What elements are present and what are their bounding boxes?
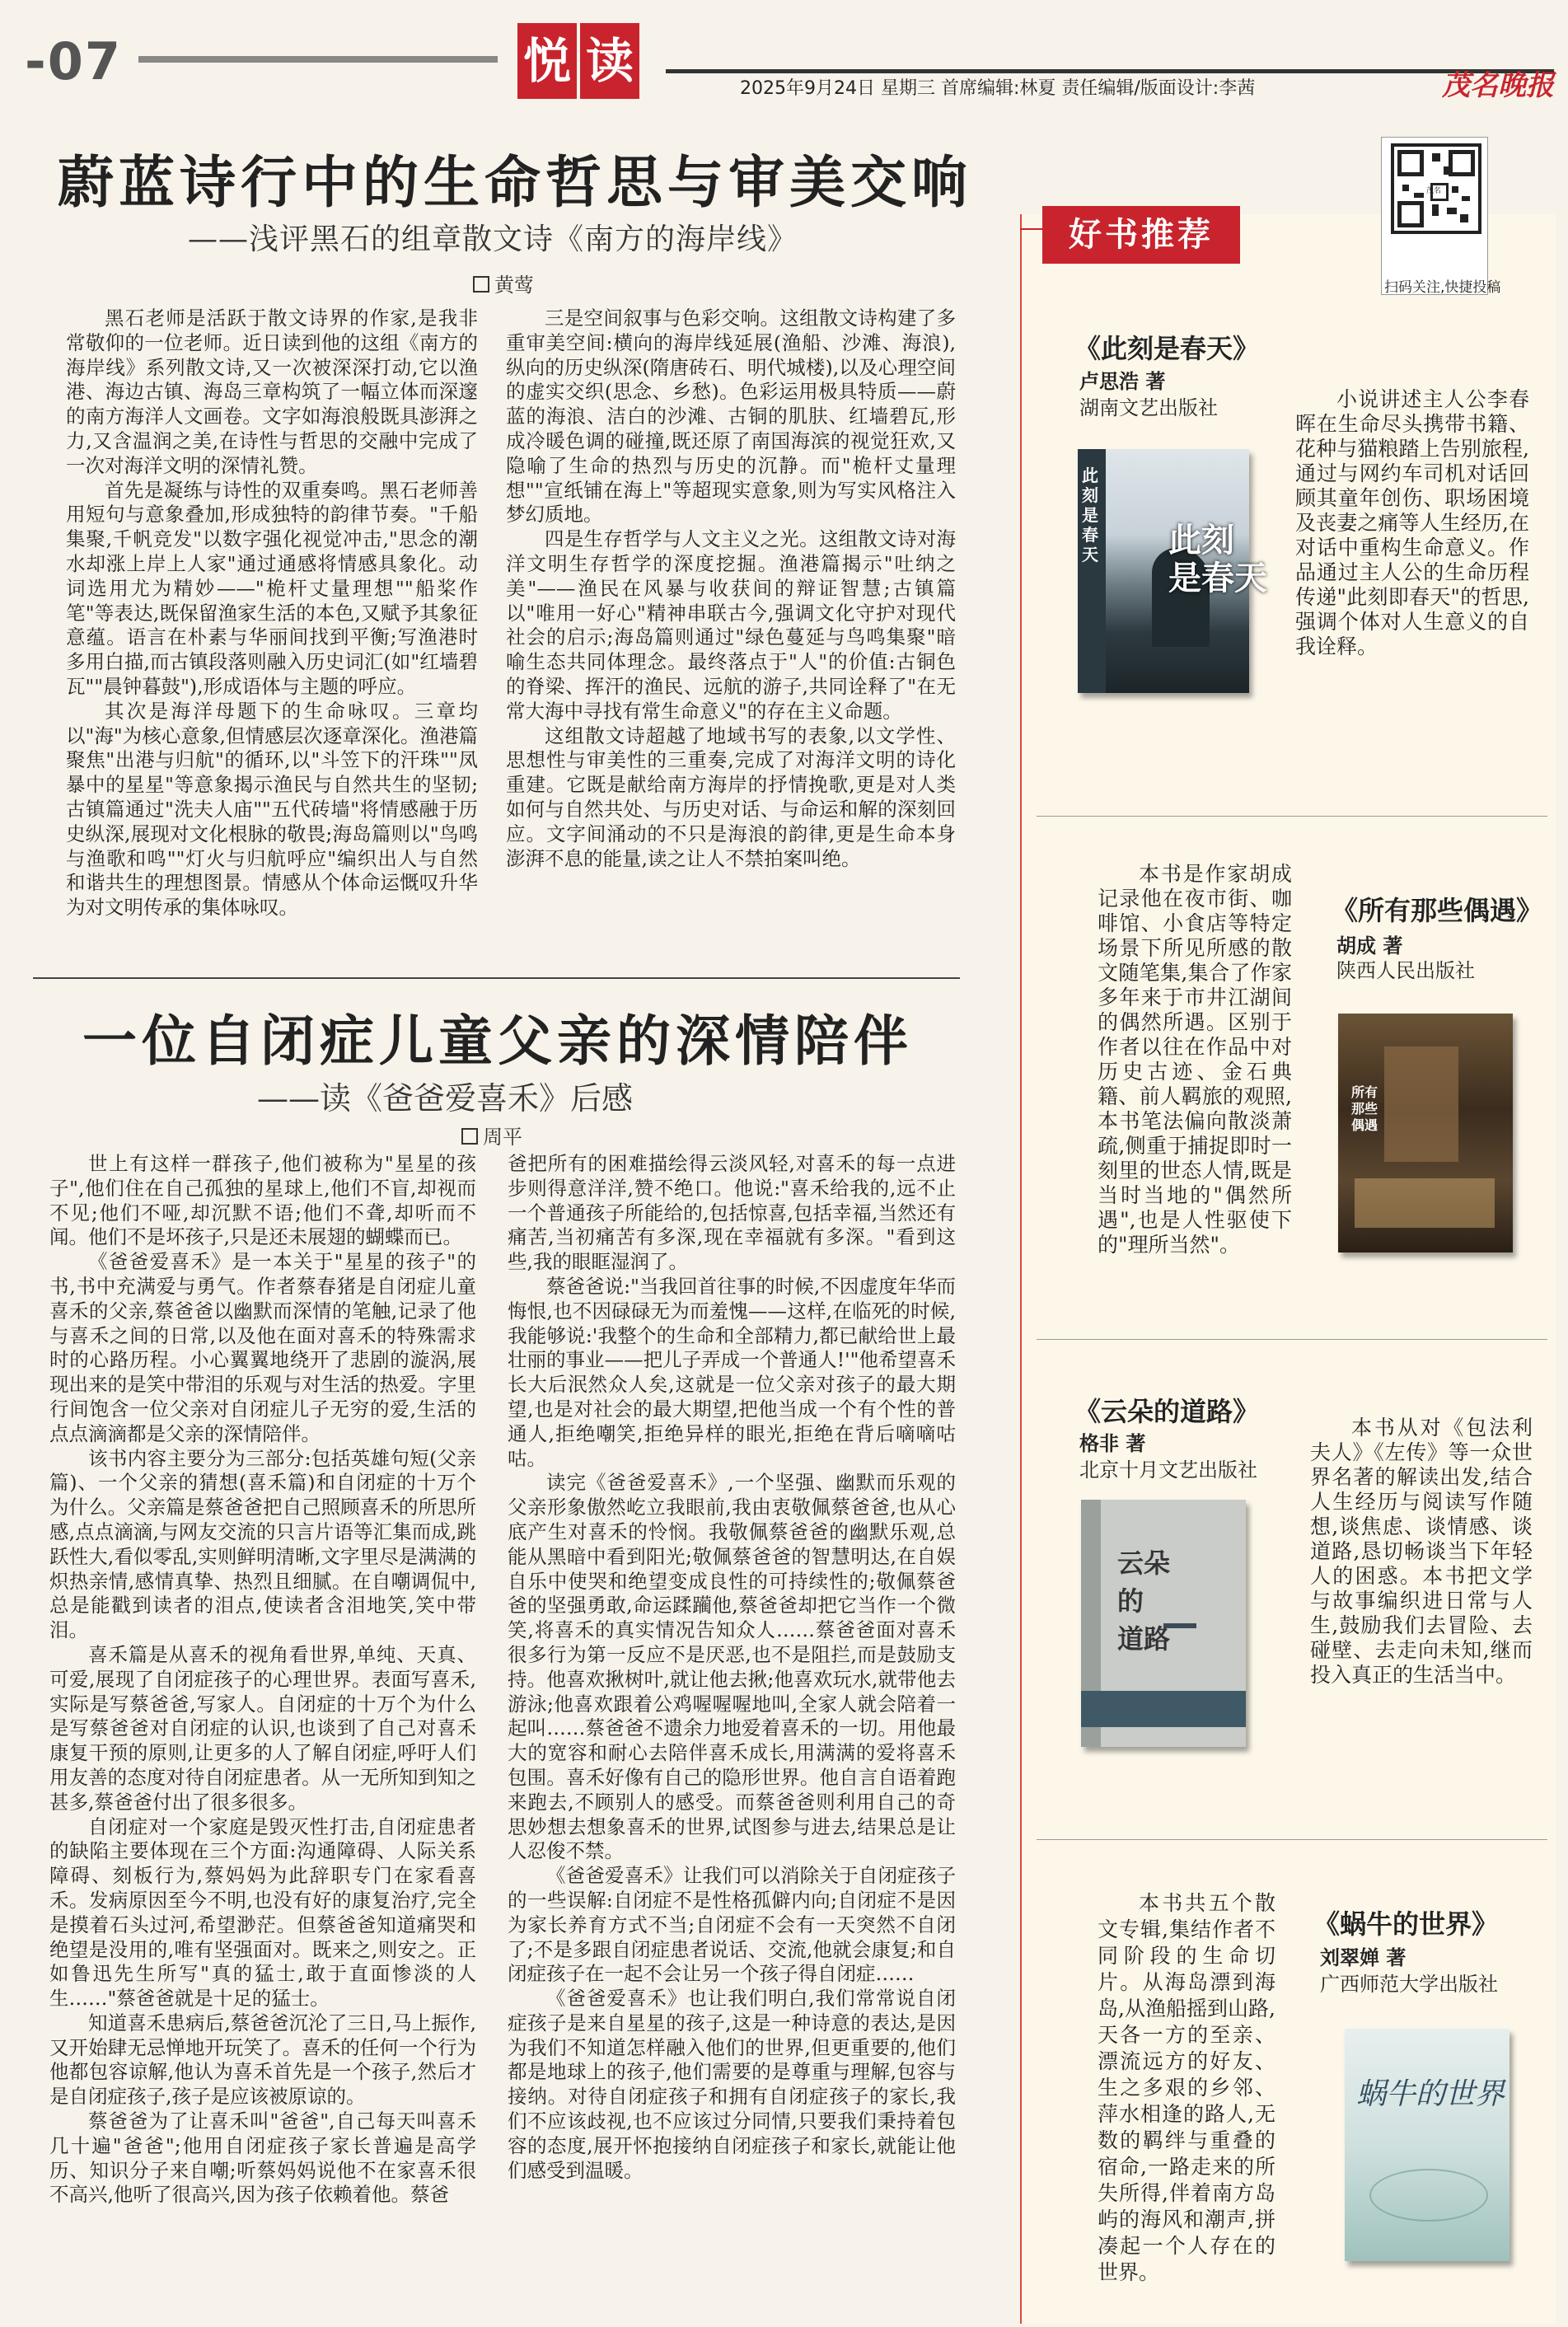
- paragraph: 读完《爸爸爱喜禾》,一个坚强、幽默而乐观的父亲形象傲然屹立我眼前,我由衷敬佩蔡爸爸,也从心底产生对喜禾的怜悯。我敬佩蔡爸爸的幽默乐观,总能从黑暗中看到阳光;敬佩蔡爸爸的智慧明达,在自娱自乐中使哭和绝望变成良性的可持续性的;敬佩蔡爸爸的坚强勇敢,命运蹂躏他,蔡爸爸却把它当作一个微笑,将喜禾的真实情况告知众人……蔡爸爸面对喜禾很多行为第一反应不是厌恶,也不是阻拦,而是鼓励支持。他喜欢揪树叶,就让他去揪;他喜欢玩水,就带他去游泳;他喜欢跟着公鸡喔喔喔地叫,全家人就会陪着一起叫……蔡爸爸不遗余力地爱着喜禾的一切。用他最大的宽容和耐心去陪伴喜禾成长,用满满的爱将喜禾包围。喜禾好像有自己的隐形世界。他自言自语着跑来跑去,不顾别人的感受。而蔡爸爸则利用自己的奇思妙想去想象喜禾的世界,试图参与进去,结果总是让人忍俊不禁。: [508, 1471, 956, 1863]
- article1-title: 蔚蓝诗行中的生命哲思与审美交响: [58, 150, 973, 216]
- book2-publisher: 陕西人民出版社: [1336, 959, 1475, 982]
- book3-publisher: 北京十月文艺出版社: [1079, 1458, 1257, 1482]
- header-rule-left: [138, 56, 498, 63]
- paragraph: 其次是海洋母题下的生命咏叹。三章均以"海"为核心意象,但情感层次逐章深化。渔港篇聚焦"出港与归航"的循环,以"斗笠下的汗珠""凤暴中的星星"等意象揭示渔民与自然共生的坚韧;古镇篇通过"洗夫人庙""五代砖墙"将情感融于历史纵深,展现对文化根脉的敬畏;海岛篇则以"鸟鸣与渔歌和鸣""灯火与归航呼应"编织出人与自然和谐共生的理想图景。情感从个体命运慨叹升华为对文明传承的集体咏叹。: [66, 699, 478, 920]
- book4-publisher: 广西师范大学出版社: [1320, 1973, 1498, 1996]
- book3-author: 格非 著: [1079, 1432, 1146, 1455]
- book1-description: 小说讲述主人公李春晖在生命尽头携带书籍、花种与猫粮踏上告别旅程,通过与网约车司机对话回顾其童年创伤、职场困境及丧妻之痛等人生经历,在对话中重构生命意义。作品通过主人公的生命历程传递"此刻即春天"的哲思,强调个体对人生意义的自我诠释。: [1295, 387, 1529, 658]
- paragraph: 蔡爸爸说:"当我回首往事的时候,不因虚度年华而悔恨,也不因碌碌无为而羞愧——这样,在临死的时候,我能够说:'我整个的生命和全部精力,都已献给世上最壮丽的事业——把儿子弄成一个普通人!'"他希望喜禾长大后泯然众人矣,这就是一位父亲对孩子的最大期望,也是对社会的最大期望,把他当成一个有个性的普通人,拒绝嘲笑,拒绝异样的眼光,拒绝在背后嘀嘀咕咕。: [508, 1274, 956, 1470]
- article-divider: [33, 977, 960, 979]
- book1-cover-side: 此刻是春天: [1082, 466, 1098, 564]
- section-char-2: 读: [580, 23, 639, 99]
- article1-byline: [473, 269, 534, 297]
- qr-caption: 扫码关注,快捷投稿: [1384, 279, 1501, 296]
- byline-box-icon: [461, 1128, 478, 1145]
- book4-description: 本书共五个散文专辑,集结作者不同阶段的生命切片。从海岛漂到海岛,从渔船摇到山路,天各一方的至亲、漂流远方的好友、生之多艰的乡邻、萍水相逢的路人,无数的羁绊与重叠的宿命,一路走来的所失所得,伴着南方岛屿的海风和潮声,拼凑起一个人存在的世界。: [1098, 1891, 1275, 2284]
- paragraph: 《爸爸爱喜禾》是一本关于"星星的孩子"的书,书中充满爱与勇气。作者蔡春猪是自闭症儿童喜禾的父亲,蔡爸爸以幽默而深情的笔触,记录了他与喜禾之间的日常,以及他在面对喜禾的特殊需求时的心路历程。小心翼翼地绕开了悲剧的漩涡,展现出来的是笑中带泪的乐观与对生活的热爱。字里行间饱含一位父亲对自闭症儿子无穷的爱,生活的点点滴滴都是父亲的深情陪伴。: [49, 1250, 476, 1445]
- header-rule-right: [666, 69, 1554, 73]
- article2-title: 一位自闭症儿童父亲的深情陪伴: [82, 1009, 913, 1073]
- book1-title: 《此刻是春天》: [1074, 333, 1260, 364]
- paragraph: 该书内容主要分为三部分:包括英雄句短(父亲篇)、一个父亲的猜想(喜禾篇)和自闭症的十万个为什么。父亲篇是蔡爸爸把自己照顾喜禾的所思所感,点点滴滴,与网友交流的只言片语等汇集而成,跳跃性大,看似零乱,实则鲜明清晰,文字里尽是满满的炽热亲情,感情真挚、热烈且细腻。在自嘲调侃中,总是能戳到读者的泪点,使读者含泪地笑,笑中带泪。: [49, 1446, 476, 1642]
- book2-cover: [1338, 1014, 1513, 1252]
- book4-title: 《蜗牛的世界》: [1313, 1908, 1499, 1940]
- book4-cover-title: 蜗牛的世界: [1356, 2077, 1505, 2111]
- paragraph: 首先是凝练与诗性的双重奏鸣。黑石老师善用短句与意象叠加,形成独特的韵律节奏。"千船集聚,千帆竞发"以数字强化视觉冲击,"思念的潮水却涨上岸上人家"通过通感将情感具象化。动词选用尤为精妙——"桅杆丈量理想""船桨作笔"等表达,既保留渔家生活的本色,又赋予其象征意蕴。语言在朴素与华丽间找到平衡;写渔港时多用白描,而古镇段落则融入历史词汇(如"红墙碧瓦""晨钟暮鼓"),形成语体与主题的呼应。: [66, 478, 478, 698]
- book1-cover-title: 此刻 是春天: [1168, 521, 1267, 597]
- article1-author: 黄莺: [494, 274, 534, 297]
- book1-author: 卢思浩 著: [1079, 370, 1166, 393]
- book-separator: [1037, 816, 1547, 817]
- book3-cover: [1081, 1500, 1246, 1747]
- header-info-bar: [666, 69, 1554, 102]
- section-badge: [517, 23, 639, 102]
- book2-title: 《所有那些偶遇》: [1332, 895, 1543, 926]
- book2-description: 本书是作家胡成记录他在夜市街、咖啡馆、小食店等特定场景下所见所感的散文随笔集,集合了作家多年来于市井江湖间的偶然所遇。区别于作者以往在作品中对历史古迹、金石典籍、前人羁旅的观照,本书笔法偏向散淡萧疏,侧重于捕捉即时一刻里的世态人情,既是当时当地的"偶然所遇",也是人性驱使下的"理所当然"。: [1098, 862, 1292, 1257]
- book-separator: [1037, 1839, 1547, 1840]
- book-separator: [1037, 1339, 1547, 1340]
- paragraph: 三是空间叙事与色彩交响。这组散文诗构建了多重审美空间:横向的海岸线延展(渔船、沙滩、海浪),纵向的历史纵深(隋唐砖石、明代城楼),以及心理空间的虚实交织(思念、乡愁)。色彩运用极具特质——蔚蓝的海浪、洁白的沙滩、古铜的肌肤、红墙碧瓦,形成冷暖色调的碰撞,既还原了南国海滨的视觉狂欢,又隐喻了生命的热烈与历史的沉静。而"桅杆丈量理想""宣纸铺在海上"等超现实意象,则为写实风格注入梦幻质地。: [506, 307, 956, 527]
- paragraph: 《爸爸爱喜禾》让我们可以消除关于自闭症孩子的一些误解:自闭症不是性格孤僻内向;自闭症不是因为家长养育方式不当;自闭症不会有一天突然不自闭了;不是多跟自闭症患者说话、交流,他就会康复;和自闭症孩子在一起不会让另一个孩子得自闭症……: [508, 1864, 956, 1986]
- book4-author: 刘翠婵 著: [1320, 1946, 1407, 1969]
- section-char-1: 悦: [517, 23, 577, 99]
- qr-label: 茂名: [1426, 187, 1442, 195]
- book1-cover: [1078, 449, 1267, 693]
- article2-column-2: [508, 1152, 956, 2183]
- book3-description: 本书从对《包法利夫人》《左传》等一众世界名著的解读出发,结合人生经历与阅读写作随想,谈焦虑、谈情感、谈道路,恳切畅谈当下年轻人的困惑。本书把文学与故事编织进日常与人生,鼓励我们去冒险、去碰壁、去走向未知,继而投入真正的生活当中。: [1310, 1416, 1533, 1687]
- article2-byline: [461, 1121, 522, 1149]
- recommend-tag: 好书推荐: [1042, 206, 1240, 264]
- article2-column-1: [49, 1152, 476, 2208]
- book4-cover: [1345, 2029, 1509, 2261]
- paragraph: 自闭症对一个家庭是毁灭性打击,自闭症患者的缺陷主要体现在三个方面:沟通障碍、人际关系障碍、刻板行为,蔡妈妈为此辞职专门在家看喜禾。发病原因至今不明,也没有好的康复治疗,完全是摸着石头过河,希望渺茫。但蔡爸爸知道痛哭和绝望是没用的,唯有坚强面对。既来之,则安之。正如鲁迅先生所写"真的猛士,敢于直面惨淡的人生……"蔡爸爸就是十足的猛士。: [49, 1814, 476, 2011]
- newspaper-logo: 茂名晚报: [1442, 69, 1554, 102]
- paragraph: 爸把所有的困难描绘得云淡风轻,对喜禾的每一点进步则得意洋洋,赞不绝口。他说:"喜禾给我的,远不止一个普通孩子所能给的,包括惊喜,包括幸福,当然还有痛苦,当初痛苦有多深,现在幸福就有多深。"看到这些,我的眼眶湿润了。: [508, 1152, 956, 1274]
- dateline: 2025年9月24日 星期三 首席编辑:林夏 责任编辑/版面设计:李茜: [740, 78, 1256, 99]
- paragraph: 蔡爸爸为了让喜禾叫"爸爸",自己每天叫喜禾几十遍"爸爸";他用自闭症孩子家长普遍是高学历、知识分子来自嘲;听蔡妈妈说他不在家喜禾很不高兴,他听了很高兴,因为孩子依赖着他。蔡爸: [49, 2109, 476, 2207]
- book1-publisher: 湖南文艺出版社: [1079, 396, 1218, 419]
- article1-column-2: [506, 307, 956, 871]
- paragraph: 《爸爸爱喜禾》也让我们明白,我们常常说自闭症孩子是来自星星的孩子,这是一种诗意的表达,是因为我们不知道怎样融入他们的世界,但更重要的,他们都是地球上的孩子,他们需要的是尊重与理解,包容与接纳。对待自闭症孩子和拥有自闭症孩子的家长,我们不应该歧视,也不应该过分同情,只要我们秉持着包容的态度,展开怀抱接纳自闭症孩子和家长,就能让他们感受到温暖。: [508, 1987, 956, 2182]
- paragraph: 这组散文诗超越了地域书写的表象,以文学性、思想性与审美性的三重奏,完成了对海洋文明的诗化重建。它既是献给南方海岸的抒情挽歌,更是对人类如何与自然共处、与历史对话、与命运和解的深刻回应。文字间涌动的不只是海浪的韵律,更是生命本身澎湃不息的能量,读之让人不禁拍案叫绝。: [506, 723, 956, 870]
- paragraph: 四是生存哲学与人文主义之光。这组散文诗对海洋文明生存哲学的深度挖掘。渔港篇揭示"吐纳之美"——渔民在风暴与收获间的辩证智慧;古镇篇以"唯用一好心"精神串联古今,强调文化守护对现代社会的启示;海岛篇则通过"绿色蔓延与鸟鸣集聚"暗喻生态共同体理念。最终落点于"人"的价值:古铜色的脊梁、挥汗的渔民、远航的游子,共同诠释了"在无常大海中寻找有常生命意义"的存在主义命题。: [506, 527, 956, 723]
- book2-cover-title: 所有那些偶遇: [1351, 1084, 1378, 1133]
- paragraph: 喜禾篇是从喜禾的视角看世界,单纯、天真、可爱,展现了自闭症孩子的心理世界。表面写喜禾,实际是写蔡爸爸,写家人。自闭症的十万个为什么是写蔡爸爸对自闭症的认识,也谈到了自己对喜禾康复干预的原则,让更多的人了解自闭症,呼吁人们用友善的态度对待自闭症患者。从一无所知到知之甚多,蔡爸爸付出了很多很多。: [49, 1642, 476, 1814]
- article1-subtitle: ——浅评黑石的组章散文诗《南方的海岸线》: [188, 222, 798, 256]
- paragraph: 世上有这样一群孩子,他们被称为"星星的孩子",他们住在自己孤独的星球上,他们不盲,却视而不见;他们不哑,却沉默不语;他们不聋,却听而不闻。他们不是坏孩子,只是还未展翅的蝴蝶而已。: [49, 1152, 476, 1249]
- paragraph: 知道喜禾患病后,蔡爸爸沉沦了三日,马上振作,又开始肆无忌惮地开玩笑了。喜禾的任何一个行为他都包容谅解,他认为喜禾首先是一个孩子,然后才是自闭症孩子,孩子是应该被原谅的。: [49, 2011, 476, 2109]
- byline-box-icon: [473, 276, 489, 293]
- tag-rule: [1020, 228, 1045, 230]
- book3-cover-title: 云朵 的 道路: [1117, 1547, 1171, 1655]
- page-number: -07: [25, 31, 123, 91]
- paragraph: 黑石老师是活跃于散文诗界的作家,是我非常敬仰的一位老师。近日读到他的这组《南方的海岸线》系列散文诗,又一次被深深打动,它以渔港、海边古镇、海岛三章构筑了一幅立体而深邃的南方海洋人文画卷。文字如海浪般既具澎湃之力,又含温润之美,在诗性与哲思的交融中完成了一次对海洋文明的深情礼赞。: [66, 307, 478, 477]
- article1-column-1: [66, 307, 478, 920]
- book3-title: 《云朵的道路》: [1074, 1396, 1260, 1427]
- article2-subtitle: ——读《爸爸爱喜禾》后感: [257, 1080, 634, 1117]
- article2-author: 周平: [483, 1126, 522, 1149]
- book2-author: 胡成 著: [1336, 934, 1403, 957]
